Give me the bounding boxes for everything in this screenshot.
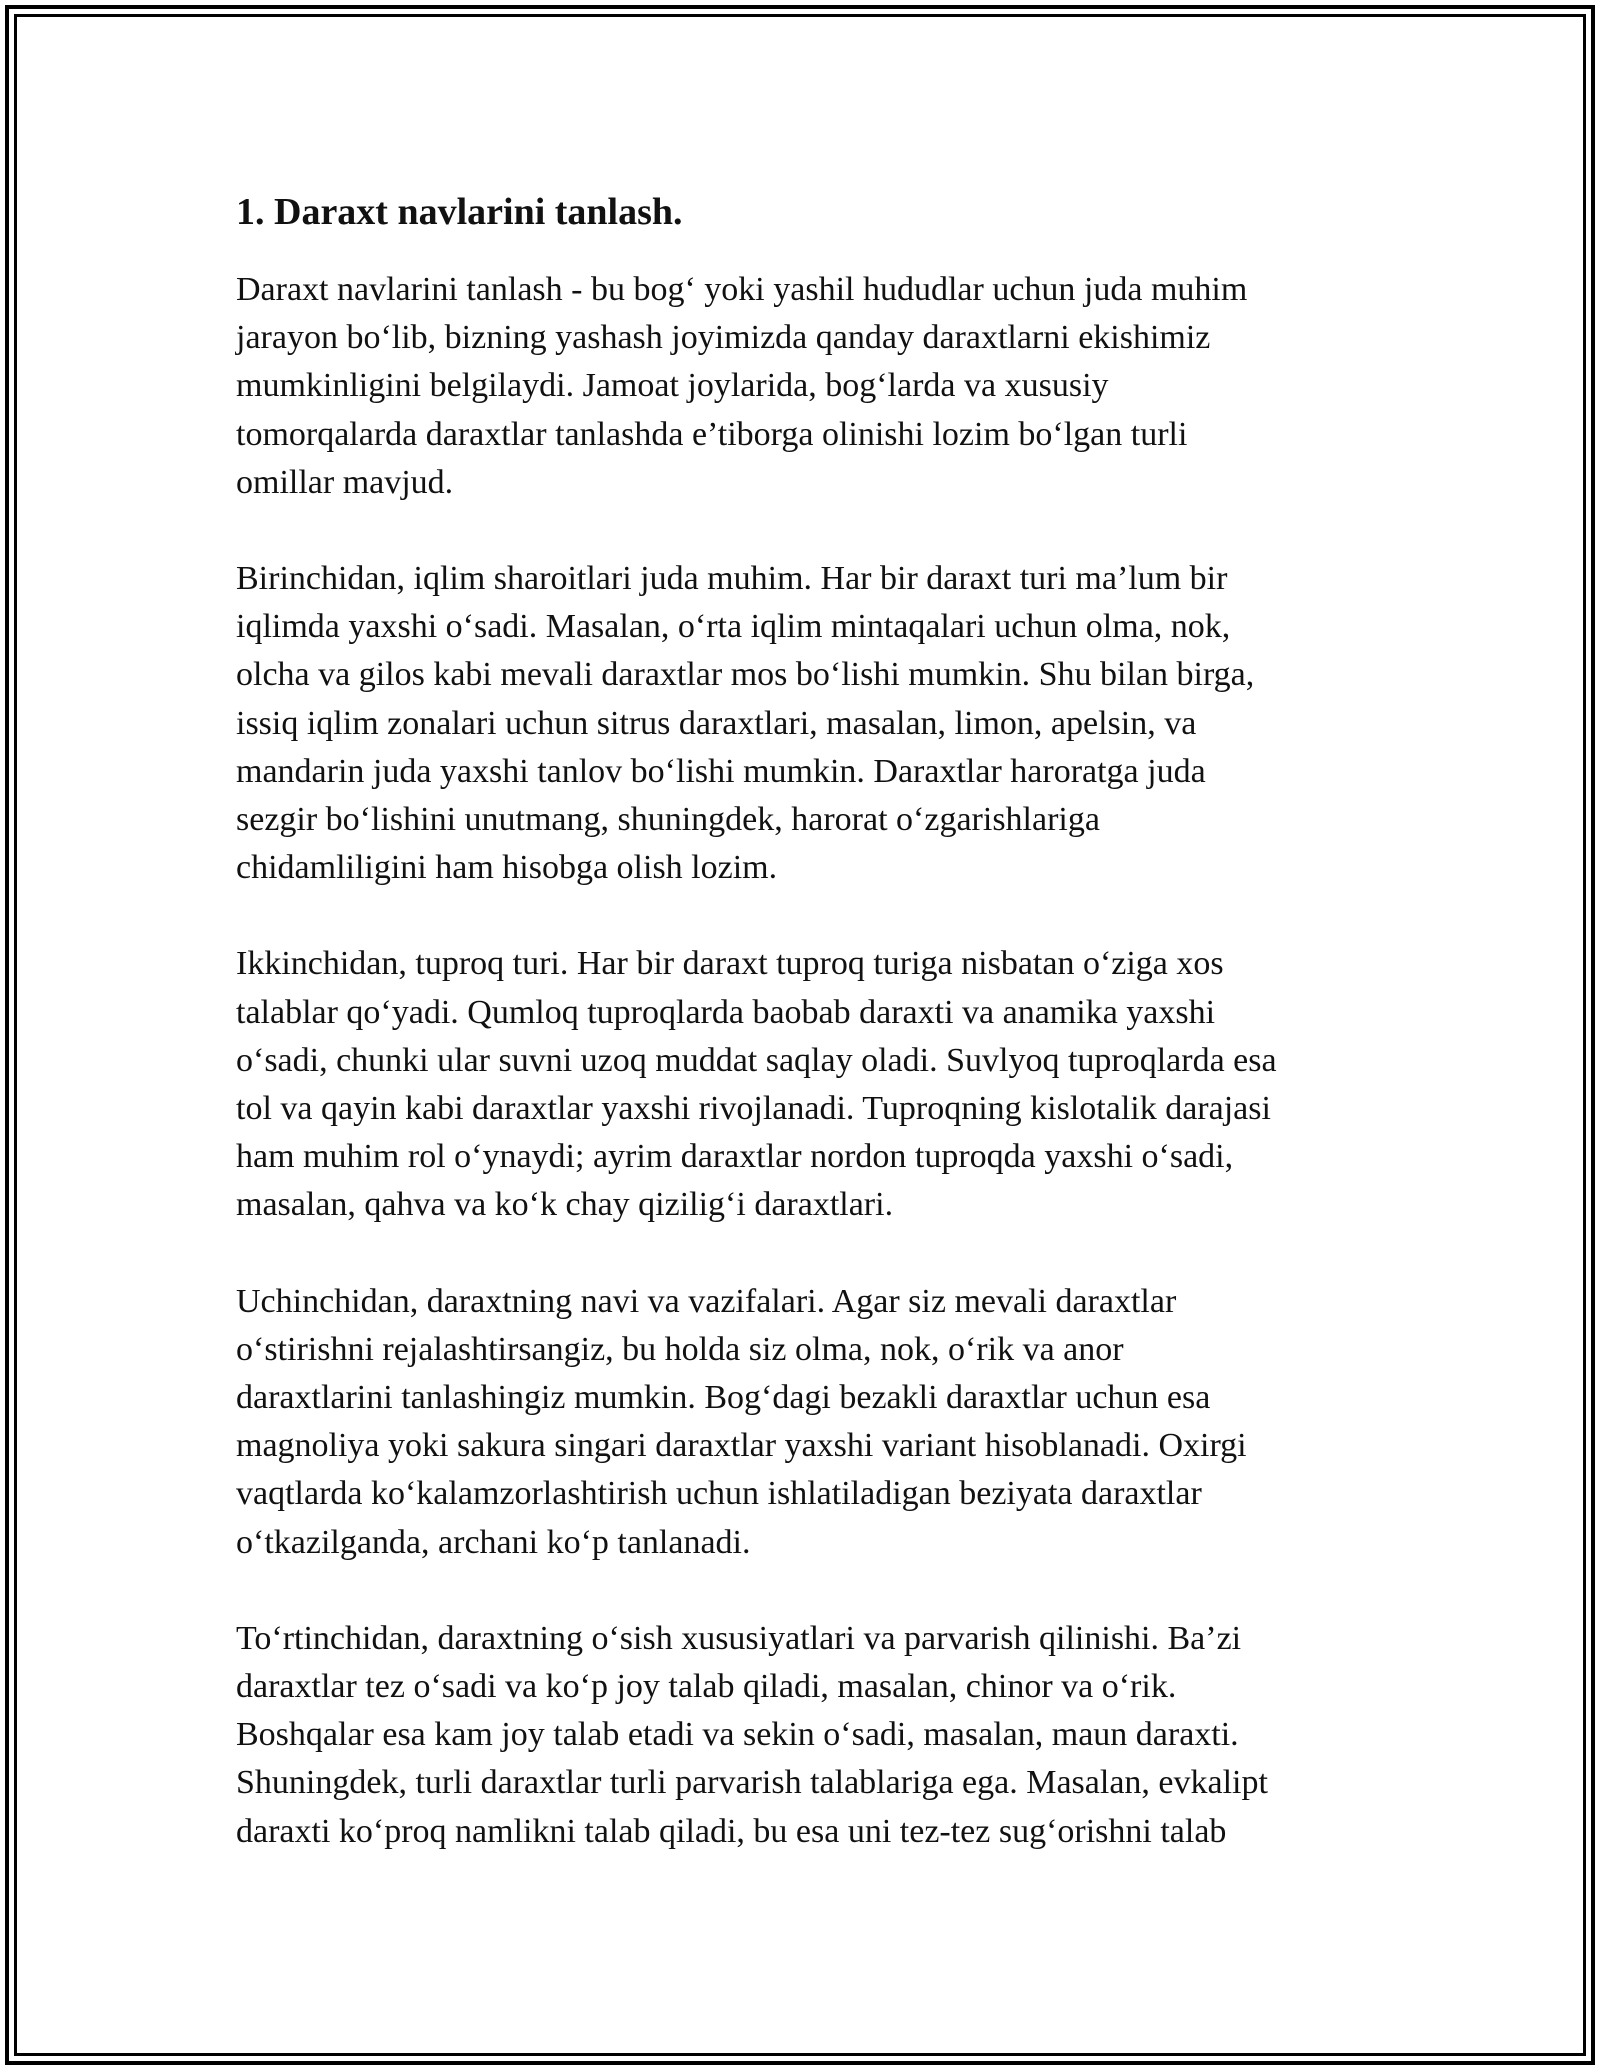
- section-heading: 1. Daraxt navlarini tanlash.: [236, 191, 683, 233]
- text-line: olcha va gilos kabi mevali daraxtlar mos bo‘lishi mumkin. Shu bilan birga,: [236, 656, 1255, 694]
- text-line: vaqtlarda ko‘kalamzorlashtirish uchun ishlatiladigan beziyata daraxtlar: [236, 1475, 1202, 1513]
- paragraph-soil: [236, 940, 1376, 1229]
- text-line: mandarin juda yaxshi tanlov bo‘lishi mumkin. Daraxtlar haroratga juda: [236, 752, 1206, 790]
- text-line: daraxtlar tez o‘sadi va ko‘p joy talab qiladi, masalan, chinor va o‘rik.: [236, 1668, 1177, 1706]
- text-line: tol va qayin kabi daraxtlar yaxshi rivojlanadi. Tuproqning kislotalik darajasi: [236, 1090, 1271, 1128]
- text-line: daraxtlarini tanlashingiz mumkin. Bog‘dagi bezakli daraxtlar uchun esa: [236, 1379, 1211, 1417]
- text-line: ham muhim rol o‘ynaydi; ayrim daraxtlar nordon tuproqda yaxshi o‘sadi,: [236, 1138, 1234, 1176]
- text-line: Birinchidan, iqlim sharoitlari juda muhim. Har bir daraxt turi ma’lum bir: [236, 560, 1228, 598]
- text-line: sezgir bo‘lishini unutmang, shuningdek, harorat o‘zgarishlariga: [236, 801, 1100, 839]
- text-line: o‘sadi, chunki ular suvni uzoq muddat saqlay oladi. Suvlyoq tuproqlarda esa: [236, 1041, 1277, 1079]
- text-line: jarayon bo‘lib, bizning yashash joyimizda qanday daraxtlarni ekishimiz: [236, 319, 1211, 357]
- text-line: Boshqalar esa kam joy talab etadi va sekin o‘sadi, masalan, maun daraxti.: [236, 1716, 1239, 1754]
- text-line: mumkinligini belgilaydi. Jamoat joylarida, bog‘larda va xususiy: [236, 367, 1109, 405]
- text-line: tomorqalarda daraxtlar tanlashda e’tiborga olinishi lozim bo‘lgan turli: [236, 415, 1188, 453]
- text-line: Daraxt navlarini tanlash - bu bog‘ yoki yashil hududlar uchun juda muhim: [236, 271, 1248, 308]
- text-line: Ikkinchidan, tuproq turi. Har bir daraxt tuproq turiga nisbatan o‘ziga xos: [236, 945, 1224, 983]
- text-line: magnoliya yoki sakura singari daraxtlar yaxshi variant hisoblanadi. Oxirgi: [236, 1427, 1247, 1465]
- text-line: daraxti ko‘proq namlikni talab qiladi, bu esa uni tez-tez sug‘orishni talab: [236, 1812, 1227, 1850]
- text-line: omillar mavjud.: [236, 463, 454, 501]
- text-line: chidamliligini ham hisobga olish lozim.: [236, 849, 778, 887]
- paragraph-variety: [236, 1278, 1376, 1567]
- text-line: iqlimda yaxshi o‘sadi. Masalan, o‘rta iqlim mintaqalari uchun olma, nok,: [236, 608, 1231, 646]
- text-line: To‘rtinchidan, daraxtning o‘sish xususiyatlari va parvarish qilinishi. Ba’zi: [236, 1619, 1242, 1657]
- text-line: issiq iqlim zonalari uchun sitrus daraxtlari, masalan, limon, apelsin, va: [236, 704, 1197, 742]
- text-line: Shuningdek, turli daraxtlar turli parvarish talablariga ega. Masalan, evkalipt: [236, 1764, 1268, 1802]
- text-line: talablar qo‘yadi. Qumloq tuproqlarda baobab daraxti va anamika yaxshi: [236, 993, 1216, 1031]
- text-line: o‘stirishni rejalashtirsangiz, bu holda siz olma, nok, o‘rik va anor: [236, 1330, 1124, 1368]
- text-line: masalan, qahva va ko‘k chay qizilig‘i daraxtlari.: [236, 1186, 894, 1224]
- paragraph-intro: [236, 266, 1376, 507]
- paragraph-growth: [236, 1615, 1376, 1856]
- text-line: o‘tkazilganda, archani ko‘p tanlanadi.: [236, 1523, 751, 1561]
- document-body: [236, 186, 1376, 1904]
- text-line: Uchinchidan, daraxtning navi va vazifalari. Agar siz mevali daraxtlar: [236, 1282, 1177, 1320]
- paragraph-climate: [236, 555, 1376, 892]
